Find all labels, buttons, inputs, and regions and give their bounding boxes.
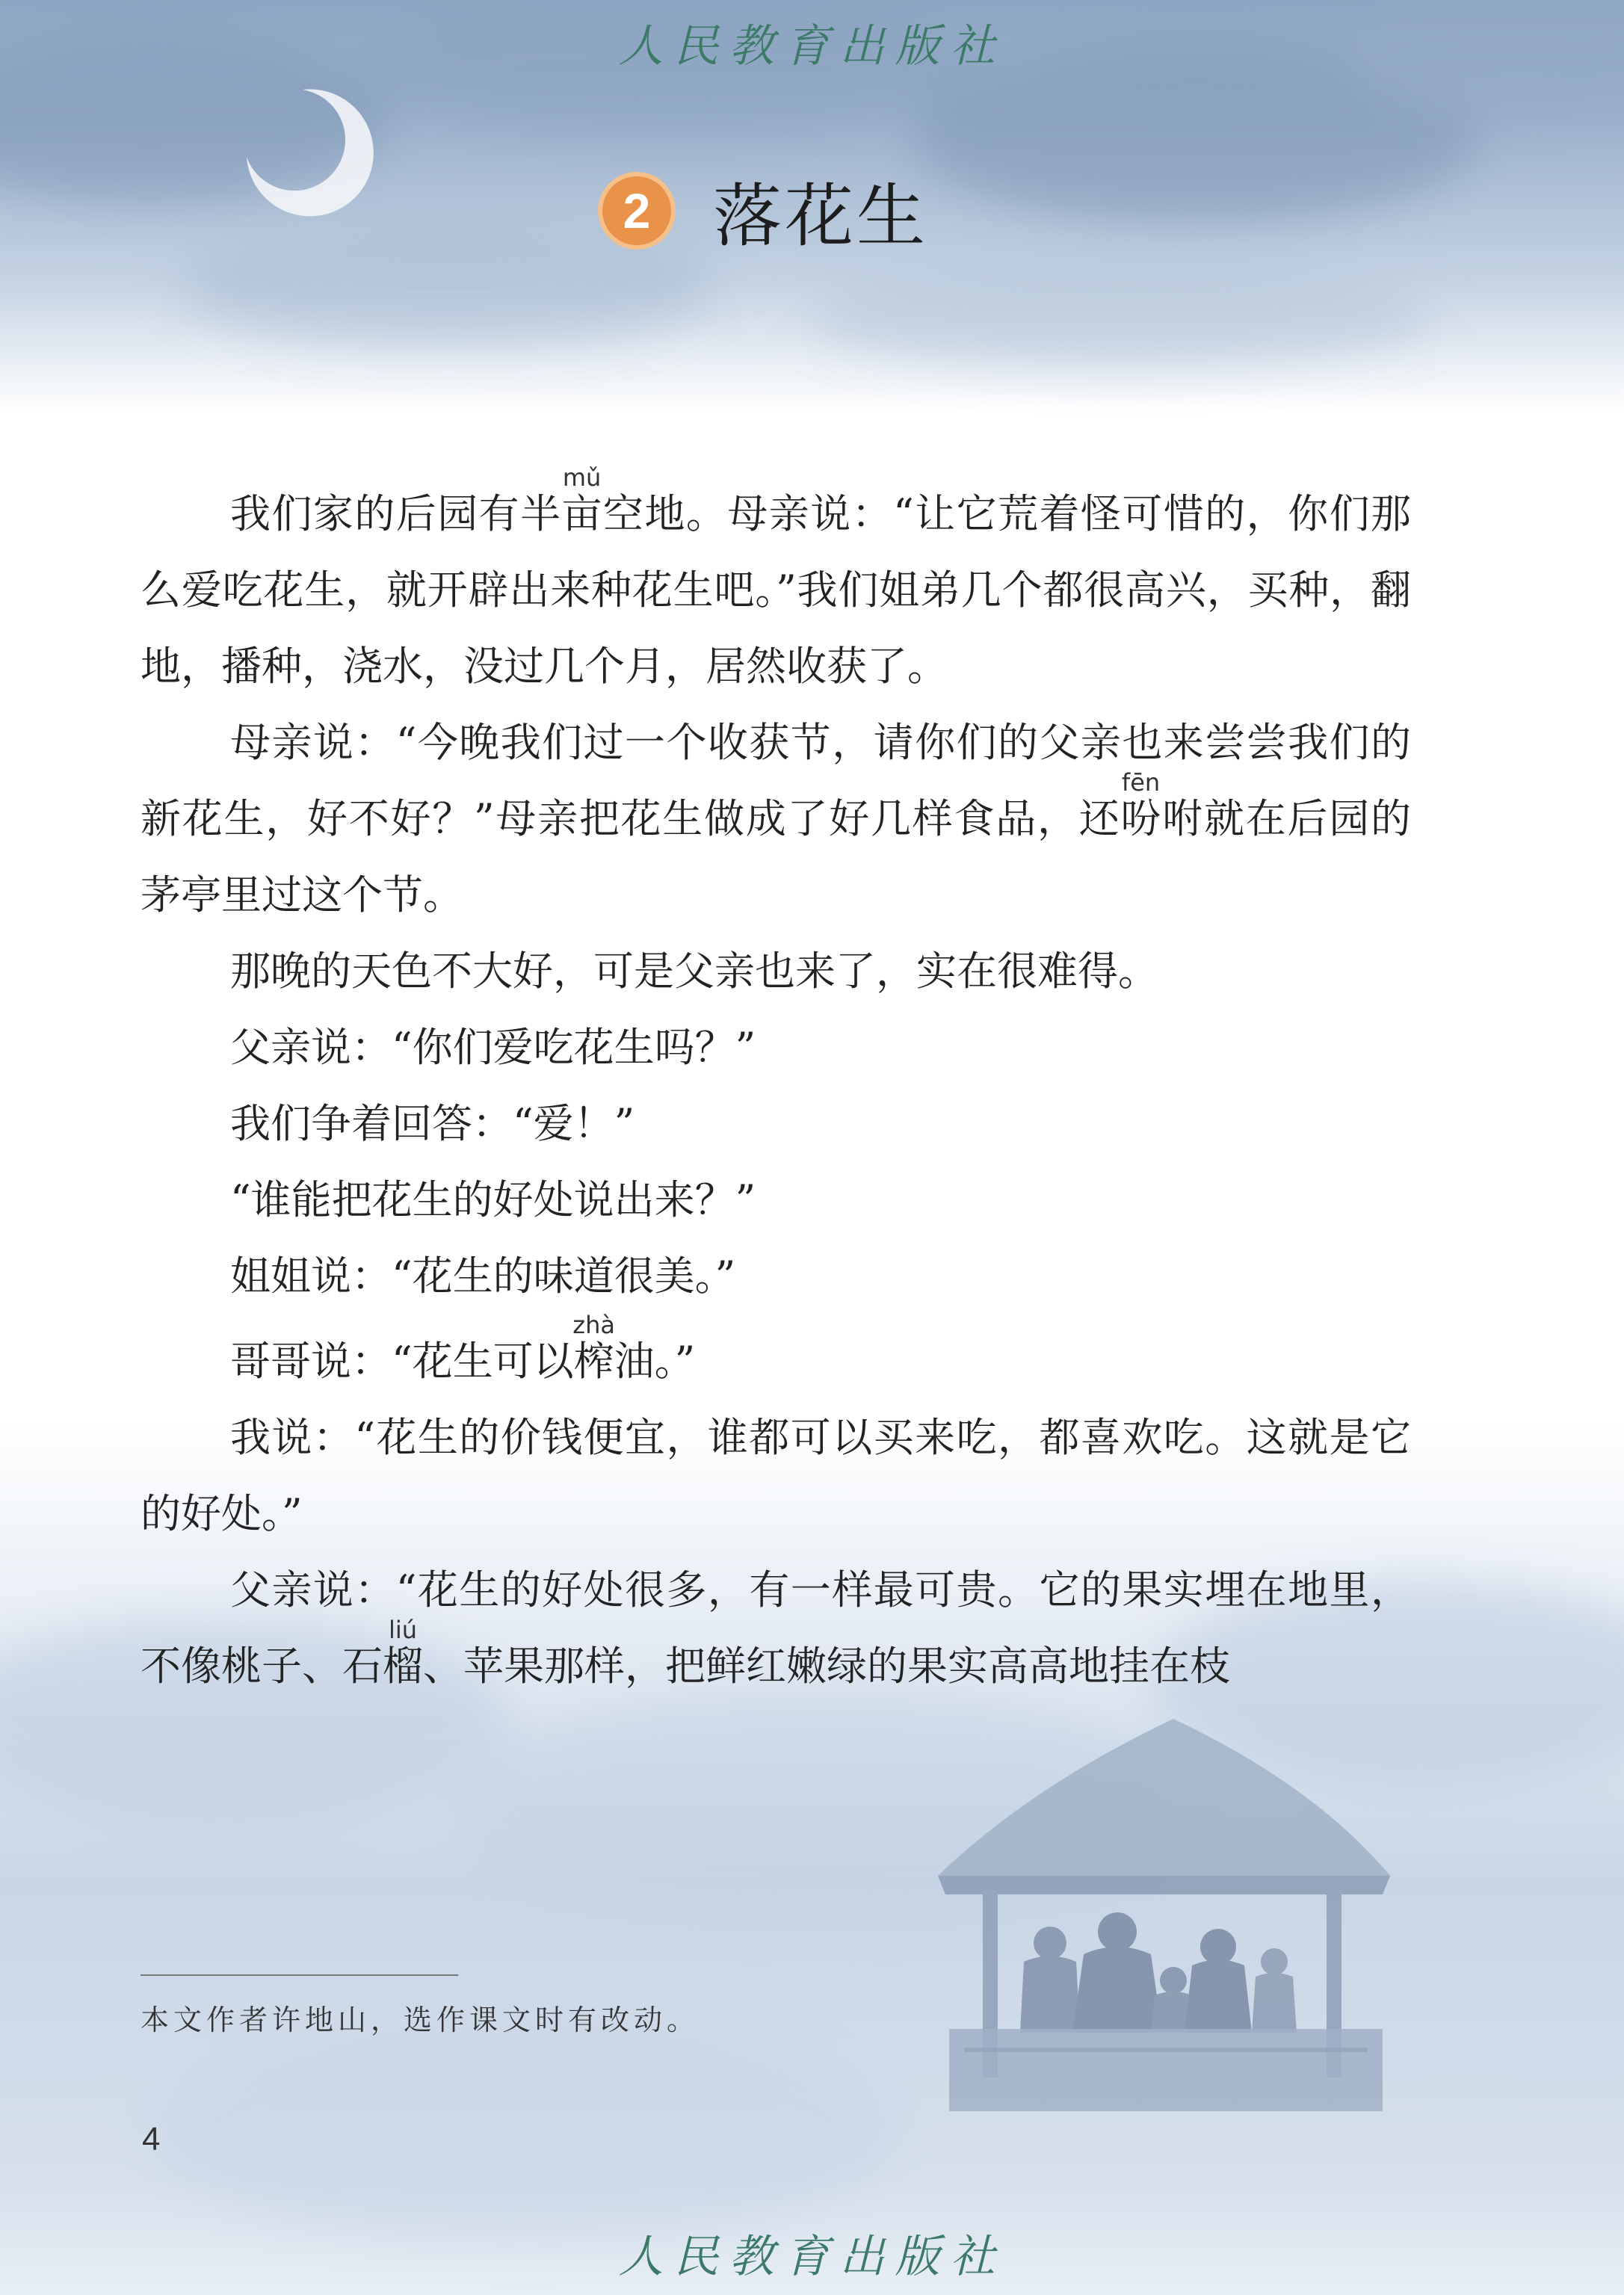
paragraph bbox=[141, 1162, 1411, 1238]
paragraph bbox=[141, 1010, 1411, 1086]
page-title: 落花生 bbox=[713, 176, 929, 256]
paragraph bbox=[141, 463, 1412, 705]
pinyin-annotated-char: 吩fēn bbox=[1120, 768, 1163, 842]
text-segment: 我们争着回答：“爱！” bbox=[230, 1100, 635, 1147]
paragraph bbox=[141, 1552, 1411, 1705]
paragraph bbox=[141, 705, 1411, 933]
pinyin-annotated-char: 榴liú bbox=[383, 1616, 423, 1690]
publisher-logo: 人民教育出版社 bbox=[618, 20, 1006, 72]
text-segment: 父亲说：“你们爱吃花生吗？” bbox=[230, 1024, 756, 1071]
pinyin: liú bbox=[383, 1616, 423, 1644]
page-number: 4 bbox=[142, 2121, 161, 2157]
pinyin: mǔ bbox=[561, 463, 602, 492]
publisher-logo-footer: 人民教育出版社 bbox=[618, 2231, 1006, 2283]
text-segment: 我们家的后园有半 bbox=[230, 490, 562, 537]
paragraph bbox=[141, 1238, 1411, 1315]
pinyin-annotated-char: 亩mǔ bbox=[561, 463, 603, 537]
text-segment: 母亲说：“今晚我们过一个收获节，请你们的父亲也来尝尝我们的新花生，好不好？”母亲把花生做成了好几样食品，还 bbox=[141, 719, 1411, 842]
text-segment: 油。” bbox=[614, 1338, 696, 1385]
text-segment: 姐姐说：“花生的味道很美。” bbox=[230, 1252, 736, 1300]
paragraph bbox=[141, 1400, 1411, 1552]
lesson-number-badge: 2 bbox=[598, 172, 676, 250]
text-segment: 哥哥说：“花生可以 bbox=[230, 1338, 574, 1385]
text-segment: 父亲说：“花生的好处很多，有一样最可贵。它的果实埋在地里，不像桃子、石 bbox=[141, 1566, 1411, 1690]
pinyin: fēn bbox=[1120, 768, 1161, 797]
footnote-divider bbox=[141, 1974, 458, 1976]
text-segment: 我说：“花生的价钱便宜，谁都可以买来吃，都喜欢吃。这就是它的好处。” bbox=[141, 1414, 1411, 1537]
text-segment: 那晚的天色不大好，可是父亲也来了，实在很难得。 bbox=[230, 948, 1158, 995]
paragraph bbox=[141, 933, 1411, 1010]
text-segment: 空地。母亲说：“让它荒着怪可惜的，你们那么爱吃花生，就开辟出来种花生吧。”我们姐弟几个都很高兴，买种，翻地，播种，浇水，没过几个月，居然收获了。 bbox=[141, 490, 1412, 690]
lesson-text bbox=[141, 463, 1412, 1705]
text-segment: “谁能把花生的好处说出来？” bbox=[230, 1176, 756, 1223]
text-segment: 咐就在后园的茅亭里过这个节。 bbox=[141, 795, 1412, 918]
lesson-heading bbox=[598, 166, 928, 256]
paragraph bbox=[141, 1311, 1411, 1400]
footnote: 本文作者许地山，选作课文时有改动。 bbox=[141, 2004, 700, 2036]
text-segment: 、苹果那样，把鲜红嫩绿的果实高高地挂在枝 bbox=[423, 1643, 1230, 1690]
paragraph bbox=[141, 1086, 1411, 1162]
pinyin: zhà bbox=[572, 1311, 615, 1339]
pinyin-annotated-char: 榨zhà bbox=[572, 1311, 615, 1385]
